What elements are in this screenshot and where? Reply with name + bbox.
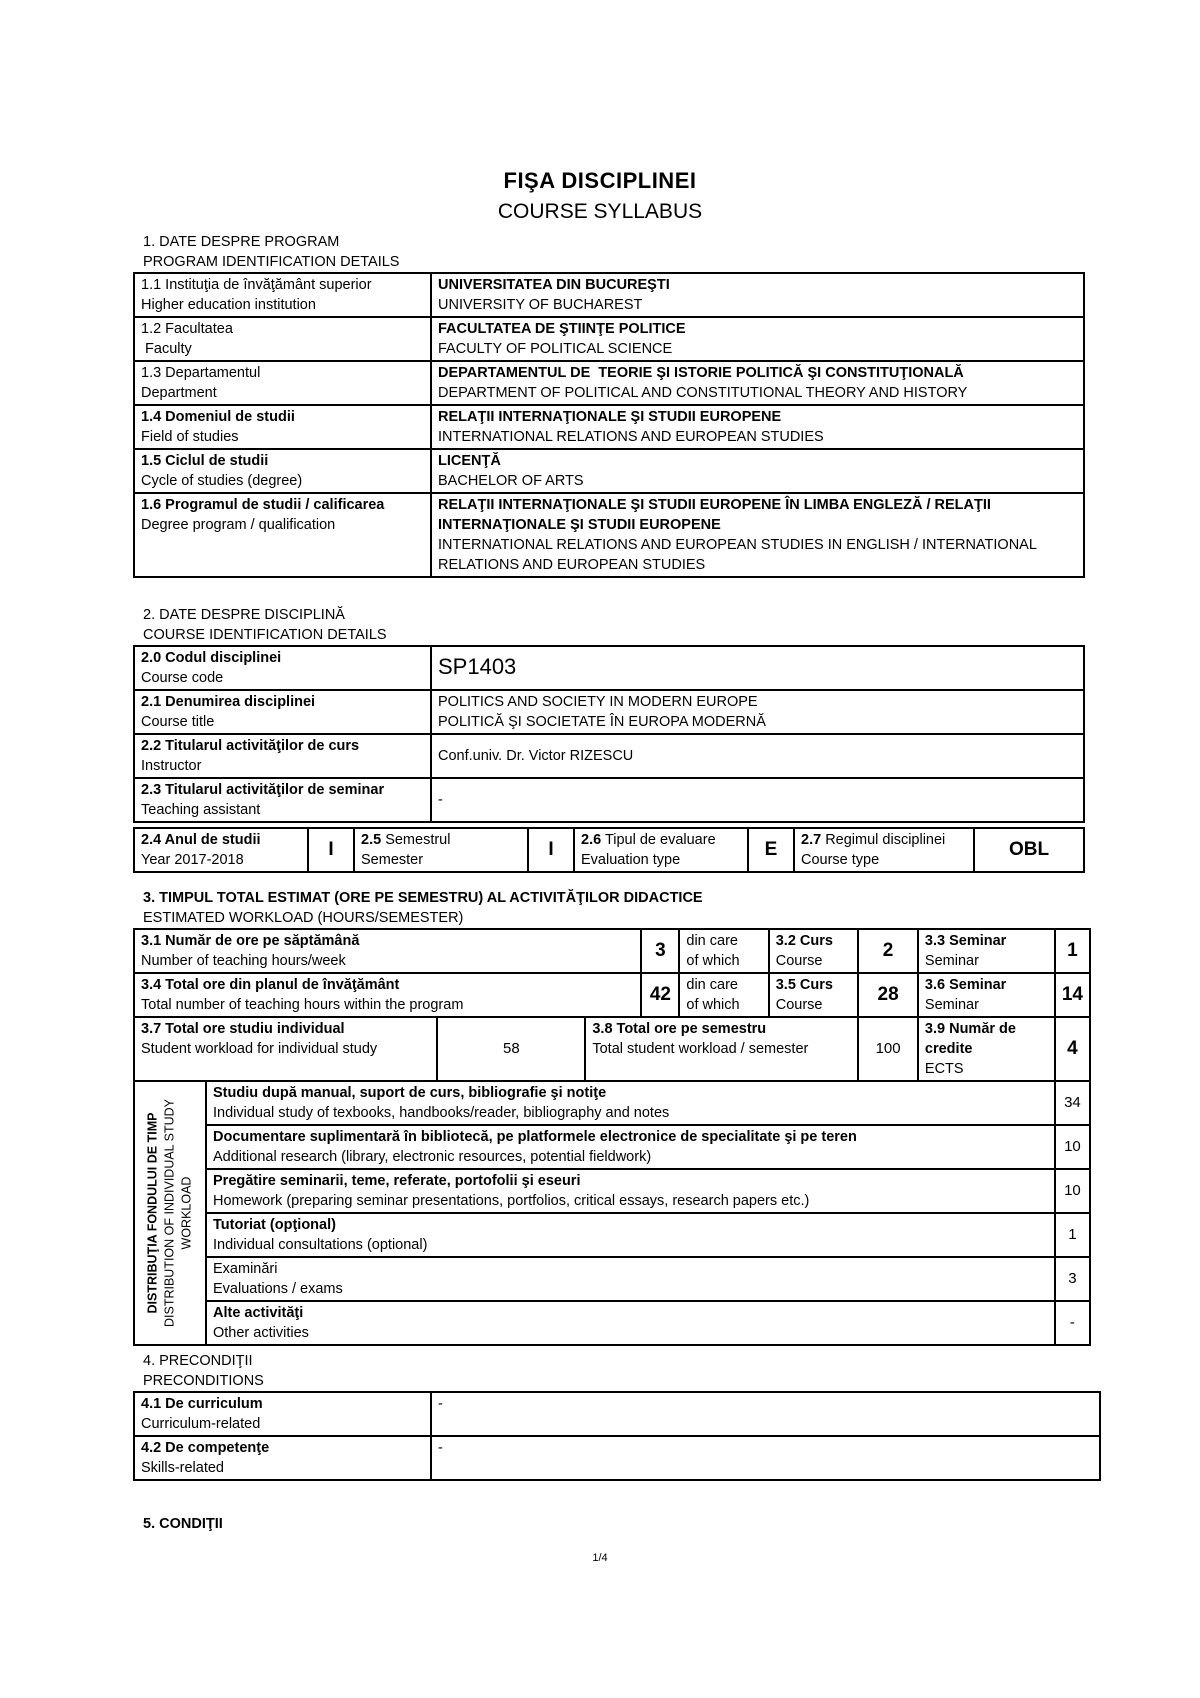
label-num: 2.4 [141, 832, 162, 848]
table-row [134, 1213, 1090, 1257]
table-row [134, 493, 1084, 577]
section-title-en: ESTIMATED WORKLOAD (HOURS/SEMESTER) [143, 910, 464, 926]
label-cell [134, 690, 431, 734]
distribution-item [206, 1213, 1055, 1257]
value-en: BACHELOR OF ARTS [438, 473, 584, 489]
value-en: INTERNATIONAL RELATIONS AND EUROPEAN STUDIES IN ENGLISH / INTERNATIONAL RELATIONS AND EUROPEAN STUDIES [438, 537, 1037, 573]
label-en: Individual study of texbooks, handbooks/reader, bibliography and notes [213, 1105, 670, 1121]
label-cell [134, 449, 431, 493]
table-row [134, 1017, 1090, 1081]
of-en: of which [686, 997, 740, 1013]
r37-value: 58 [437, 1017, 585, 1081]
value-cell [431, 405, 1084, 449]
section-title-ro: 1. DATE DESPRE PROGRAM [143, 234, 340, 250]
of-ro: din care [686, 977, 738, 993]
assistant-name: - [438, 792, 443, 808]
section-title-ro: 4. PRECONDIŢII [143, 1353, 253, 1369]
section-title-ro: 3. TIMPUL TOTAL ESTIMAT (ORE PE SEMESTRU) AL ACTIVITĂŢILOR DIDACTICE [143, 890, 703, 906]
label-cell [134, 1436, 431, 1480]
r39-value: 4 [1055, 1017, 1090, 1081]
course-title-en: POLITICS AND SOCIETY IN MODERN EUROPE [438, 694, 758, 710]
table-row [134, 734, 1084, 778]
value-en: UNIVERSITY OF BUCHAREST [438, 297, 643, 313]
value-ro: RELAŢII INTERNAŢIONALE ŞI STUDII EUROPENE [438, 409, 782, 425]
table-row [134, 273, 1084, 317]
table-row [134, 778, 1084, 822]
r33-label [918, 929, 1055, 973]
distribution-value: 3 [1055, 1257, 1090, 1301]
r35-of [679, 973, 768, 1017]
value-cell [431, 449, 1084, 493]
r36-label [918, 973, 1055, 1017]
label-ro: 2.2 Titularul activităţilor de curs [141, 738, 360, 754]
section-1-heading [143, 232, 399, 272]
section-2-heading [143, 605, 387, 645]
year-label [134, 828, 308, 872]
label-ro: Examinări [213, 1261, 278, 1277]
dist-label-en: WORKLOAD [179, 1176, 194, 1250]
document-title: FIŞA DISCIPLINEI [503, 168, 697, 193]
label-en: Course [775, 953, 823, 969]
table-row [134, 317, 1084, 361]
label-cell [134, 317, 431, 361]
label-en: Year 2017-2018 [141, 852, 244, 868]
label-ro: 4.1 De curriculum [141, 1396, 263, 1412]
distribution-item [206, 1081, 1055, 1125]
regime-value: OBL [974, 828, 1084, 872]
label-en: Instructor [141, 758, 202, 774]
year-value: I [308, 828, 354, 872]
label-en: Semester [361, 852, 424, 868]
evaluation-value: E [748, 828, 794, 872]
instructor-name: Conf.univ. Dr. Victor RIZESCU [438, 748, 634, 764]
label-ro: 1.3 Departamentul [141, 365, 261, 381]
label-cell [134, 1392, 431, 1436]
label-ro: 3.1 Număr de ore pe săptămână [141, 933, 360, 949]
label-en: Total student workload / semester [592, 1041, 809, 1057]
label-ro: 2.0 Codul disciplinei [141, 650, 282, 666]
label-en: Homework (preparing seminar presentations, portfolios, critical essays, research papers etc.) [213, 1193, 810, 1209]
distribution-item [206, 1257, 1055, 1301]
label-cell [134, 493, 431, 577]
label-ro: Regimul disciplinei [821, 832, 946, 848]
label-ro: 2.1 Denumirea disciplinei [141, 694, 316, 710]
label-ro: 3.8 Total ore pe semestru [592, 1021, 767, 1037]
section-title-en: PRECONDITIONS [143, 1373, 264, 1389]
value-cell [431, 690, 1084, 734]
label-cell [134, 361, 431, 405]
table-row [134, 1301, 1090, 1345]
label-ro: 3.3 Seminar [924, 933, 1007, 949]
distribution-value: - [1055, 1301, 1090, 1345]
label-ro: Tipul de evaluare [601, 832, 716, 848]
label-en: Skills-related [141, 1460, 224, 1476]
label-cell [134, 646, 431, 690]
value-cell [431, 493, 1084, 577]
dist-label-en: DISTRIBUTION OF INDIVIDUAL STUDY [162, 1098, 177, 1328]
course-title-ro: POLITICĂ ŞI SOCIETATE ÎN EUROPA MODERNĂ [438, 714, 766, 730]
label-ro: 3.6 Seminar [924, 977, 1007, 993]
label-num: 2.6 [581, 832, 602, 848]
r32-value: 2 [858, 929, 918, 973]
table-row [134, 1392, 1100, 1436]
r33-value: 1 [1055, 929, 1090, 973]
table-row [134, 1436, 1100, 1480]
distribution-item [206, 1169, 1055, 1213]
value-cell [431, 646, 1084, 690]
table-row [134, 929, 1090, 973]
distribution-value: 34 [1055, 1081, 1090, 1125]
label-ro: Tutoriat (opţional) [213, 1217, 336, 1233]
course-details-table [133, 645, 1085, 823]
course-meta-table [133, 827, 1085, 873]
label-cell [134, 273, 431, 317]
document-subtitle: COURSE SYLLABUS [497, 200, 703, 223]
label-cell [134, 778, 431, 822]
label-en: Evaluations / exams [213, 1281, 343, 1297]
r36-value: 14 [1055, 973, 1090, 1017]
label-en: Additional research (library, electronic resources, potential fieldwork) [213, 1149, 652, 1165]
section-title-en: PROGRAM IDENTIFICATION DETAILS [143, 254, 400, 270]
label-en: Seminar [924, 953, 979, 969]
label-en: Course [775, 997, 823, 1013]
section-title-en: COURSE IDENTIFICATION DETAILS [143, 627, 387, 643]
distribution-item [206, 1301, 1055, 1345]
label-en: Student workload for individual study [141, 1041, 378, 1057]
value-ro: FACULTATEA DE ŞTIINŢE POLITICE [438, 321, 686, 337]
section-3-heading [143, 888, 703, 928]
label-num: 2.5 [361, 832, 382, 848]
course-code: SP1403 [438, 653, 517, 679]
value-ro: RELAŢII INTERNAŢIONALE ŞI STUDII EUROPENE ÎN LIMBA ENGLEZĂ / RELAŢII INTERNAŢIONALE ŞI STUDII EUROPENE [438, 497, 991, 533]
value-cell: - [431, 1392, 1100, 1436]
label-en: Department [141, 385, 217, 401]
value-ro: UNIVERSITATEA DIN BUCUREŞTI [438, 277, 670, 293]
label-en: Faculty [141, 341, 192, 357]
label-en: Other activities [213, 1325, 309, 1341]
label-cell [134, 405, 431, 449]
table-row [134, 690, 1084, 734]
r38-label [585, 1017, 858, 1081]
section-4-heading [143, 1351, 264, 1391]
r35-label [769, 973, 859, 1017]
label-ro: 3.2 Curs [775, 933, 833, 949]
label-ro: 3.5 Curs [775, 977, 833, 993]
r32-of [679, 929, 768, 973]
label-ro: 4.2 De competenţe [141, 1440, 270, 1456]
r34-label [134, 973, 641, 1017]
label-ro: 1.2 Facultatea [141, 321, 233, 337]
label-en: Course code [141, 670, 224, 686]
of-ro: din care [686, 933, 738, 949]
label-cell [134, 734, 431, 778]
value-cell [431, 778, 1084, 822]
value-cell [431, 273, 1084, 317]
table-row [134, 646, 1084, 690]
distribution-label [134, 1081, 206, 1345]
label-en: Evaluation type [581, 852, 681, 868]
label-ro: Alte activităţi [213, 1305, 304, 1321]
label-ro: Anul de studii [161, 832, 261, 848]
label-ro: 1.4 Domeniul de studii [141, 409, 295, 425]
of-en: of which [686, 953, 740, 969]
label-en: Course title [141, 714, 215, 730]
table-row [134, 1169, 1090, 1213]
label-en: Cycle of studies (degree) [141, 473, 303, 489]
distribution-value: 10 [1055, 1169, 1090, 1213]
label-ro: 3.9 Număr de credite [924, 1021, 1016, 1057]
value-en: DEPARTMENT OF POLITICAL AND CONSTITUTIONAL THEORY AND HISTORY [438, 385, 968, 401]
label-ro: 1.6 Programul de studii / calificarea [141, 497, 385, 513]
label-en: Seminar [924, 997, 979, 1013]
label-ro: 1.5 Ciclul de studii [141, 453, 269, 469]
section-5-heading: 5. CONDIŢII [143, 1516, 223, 1532]
table-row [134, 1125, 1090, 1169]
value-cell: - [431, 1436, 1100, 1480]
label-ro: 2.3 Titularul activităţilor de seminar [141, 782, 385, 798]
semester-label [354, 828, 528, 872]
value-en: INTERNATIONAL RELATIONS AND EUROPEAN STUDIES [438, 429, 824, 445]
r34-value: 42 [641, 973, 679, 1017]
label-en: Teaching assistant [141, 802, 261, 818]
r39-label [918, 1017, 1055, 1081]
value-cell [431, 734, 1084, 778]
table-row [134, 828, 1084, 872]
program-details-table [133, 272, 1085, 578]
label-ro: Studiu după manual, suport de curs, bibliografie şi notiţe [213, 1085, 607, 1101]
value-ro: LICENŢĂ [438, 453, 501, 469]
label-num: 2.7 [801, 832, 822, 848]
label-en: Degree program / qualification [141, 517, 336, 533]
dist-label-ro: DISTRIBUŢIA FONDULUI DE TIMP [145, 1112, 160, 1314]
label-ro: 1.1 Instituţia de învăţământ superior [141, 277, 372, 293]
r37-label [134, 1017, 437, 1081]
r31-label [134, 929, 641, 973]
table-row [134, 1257, 1090, 1301]
r32-label [769, 929, 859, 973]
label-ro: Documentare suplimentară în bibliotecă, pe platformele electronice de specialitate şi pe teren [213, 1129, 857, 1145]
label-ro: 3.7 Total ore studiu individual [141, 1021, 345, 1037]
r38-value: 100 [858, 1017, 918, 1081]
label-en: ECTS [924, 1061, 964, 1077]
table-row [134, 361, 1084, 405]
section-title-ro: 2. DATE DESPRE DISCIPLINĂ [143, 607, 345, 623]
label-ro: Semestrul [381, 832, 451, 848]
distribution-value: 10 [1055, 1125, 1090, 1169]
label-en: Field of studies [141, 429, 239, 445]
r31-value: 3 [641, 929, 679, 973]
label-en: Curriculum-related [141, 1416, 261, 1432]
distribution-value: 1 [1055, 1213, 1090, 1257]
label-ro: 3.4 Total ore din planul de învăţământ [141, 977, 400, 993]
preconditions-table [133, 1391, 1101, 1481]
table-row [134, 449, 1084, 493]
label-en: Number of teaching hours/week [141, 953, 346, 969]
value-ro: DEPARTAMENTUL DE TEORIE ŞI ISTORIE POLITICĂ ŞI CONSTITUŢIONALĂ [438, 365, 964, 381]
workload-table [133, 928, 1091, 1346]
table-row [134, 973, 1090, 1017]
evaluation-label [574, 828, 748, 872]
value-cell [431, 361, 1084, 405]
label-en: Course type [801, 852, 880, 868]
table-row [134, 405, 1084, 449]
value-cell [431, 317, 1084, 361]
semester-value: I [528, 828, 574, 872]
page-number: 1/4 [592, 1552, 608, 1564]
regime-label [794, 828, 974, 872]
label-en: Total number of teaching hours within the program [141, 997, 464, 1013]
label-en: Individual consultations (optional) [213, 1237, 428, 1253]
r35-value: 28 [858, 973, 918, 1017]
table-row [134, 1081, 1090, 1125]
label-en: Higher education institution [141, 297, 316, 313]
distribution-item [206, 1125, 1055, 1169]
value-en: FACULTY OF POLITICAL SCIENCE [438, 341, 673, 357]
label-ro: Pregătire seminarii, teme, referate, portofolii şi eseuri [213, 1173, 581, 1189]
